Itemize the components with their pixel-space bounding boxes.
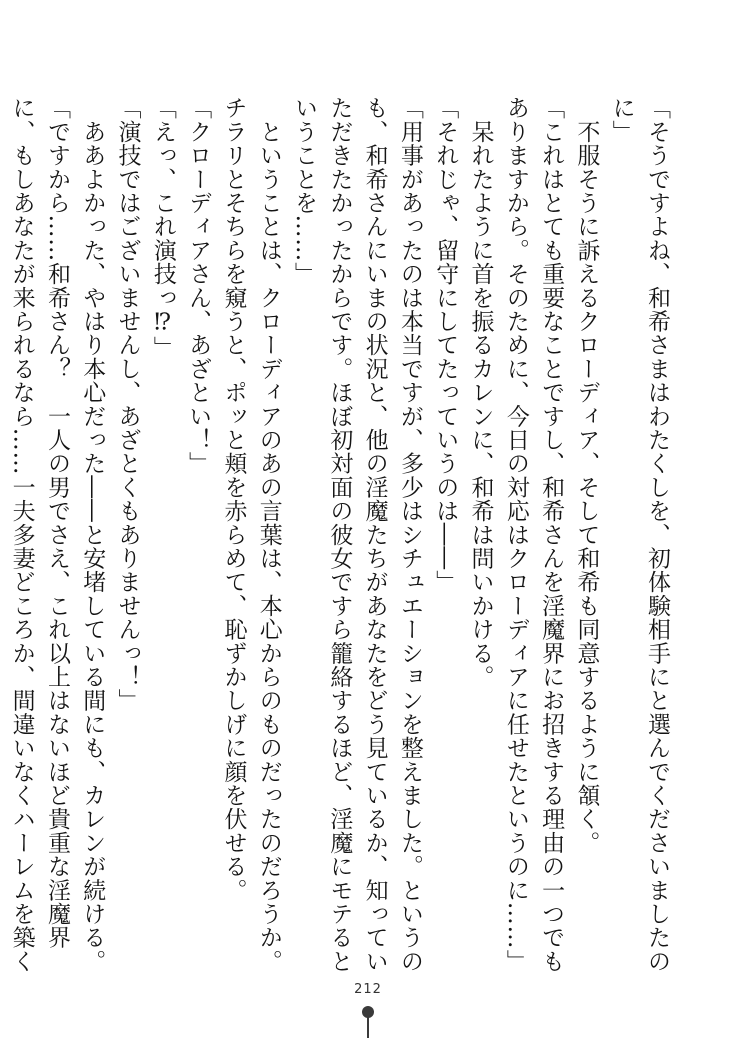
paragraph: 「演技ではございませんし、あざとくもありませんっ！」 (114, 96, 141, 713)
vertical-body-text (0, 96, 674, 976)
paragraph: ということは、クローディアのあの言葉は、本心からのものだったのだろうか。チラリとそちらを窺うと、ポッと頬を赤らめて、恥ずかしげに顔を伏せる。 (220, 96, 282, 973)
page-number: 212 (354, 982, 382, 997)
page-marker-icon (367, 1006, 369, 1038)
paragraph: 「それじゃ、留守にしてたっていうのは――」 (432, 96, 459, 594)
paragraph: 「ですから……和希さん？ 一人の男でさえ、これ以上はないほど貴重な淫魔界に、もしあなたが来られるなら……一夫多妻どころか、間違いなくハーレムを築く (8, 96, 70, 973)
paragraph: 「クローディアさん、あざとい！」 (185, 96, 212, 476)
paragraph: 「えっ、これ演技っ⁉」 (149, 96, 176, 360)
paragraph: 不服そうに訴えるクローディア、そして和希も同意するように頷く。 (573, 96, 600, 855)
paragraph: 「用事があったのは本当ですが、多少はシチュエーションを整えました。というのも、和希さんにいまの状況と、他の淫魔たちがあなたをどう見ているか、知っていただきたかったからです。ほぼ初対面の彼女ですら籠絡するほど、淫魔にモテるということを……」 (291, 96, 423, 973)
paragraph: 「そうですよね、和希さまはわたくしを、初体験相手にと選んでくださいましたのに」 (608, 96, 670, 973)
marker-stem (367, 1016, 369, 1038)
paragraph: ああよかった、やはり本心だった――と安堵している間にも、カレンが続ける。 (79, 96, 106, 973)
paragraph: 「これはとても重要なことですし、和希さんを淫魔界にお招きする理由の一つでもありますから。そのために、今日の対応はクローディアに任せたというのに……」 (502, 96, 565, 973)
paragraph: 呆れたように首を振るカレンに、和希は問いかける。 (467, 96, 494, 689)
